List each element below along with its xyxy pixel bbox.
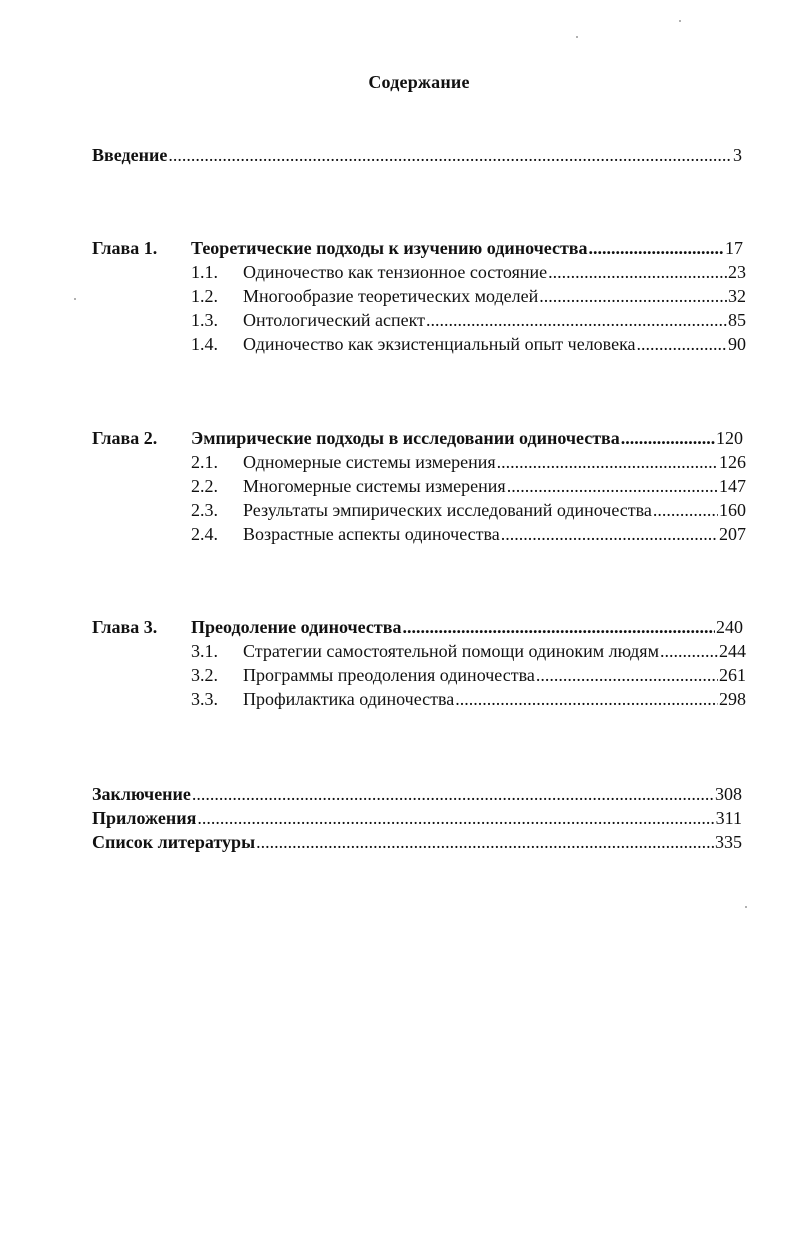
toc-entry-label: Заключение <box>92 784 191 804</box>
toc-entry-appendices[interactable] <box>92 806 742 830</box>
toc-entry-chapter-2[interactable] <box>191 426 743 450</box>
toc-entry-page: 160 <box>719 500 746 520</box>
toc-entry-page: 240 <box>716 617 743 637</box>
toc-entry-section[interactable] <box>243 450 746 474</box>
toc-entry-chapter-1[interactable] <box>191 236 743 260</box>
toc-entry-page: 32 <box>728 286 746 306</box>
dot-leader <box>197 806 714 830</box>
toc-entry-page: 298 <box>719 689 746 709</box>
toc-entry-page: 23 <box>728 262 746 282</box>
section-number: 2.2. <box>191 476 218 496</box>
scan-speck <box>576 36 578 38</box>
scan-speck <box>745 906 747 908</box>
page-title: Содержание <box>368 72 470 92</box>
toc-entry-section[interactable] <box>243 687 746 711</box>
section-number: 2.3. <box>191 500 218 520</box>
chapter-number: Глава 2. <box>92 428 158 448</box>
dot-leader <box>653 498 718 522</box>
toc-entry-conclusion[interactable] <box>92 782 742 806</box>
section-number: 2.1. <box>191 452 218 472</box>
section-number: 3.2. <box>191 665 218 685</box>
dot-leader <box>589 236 724 260</box>
chapter-title: Преодоление одиночества <box>191 617 402 637</box>
dot-leader <box>256 830 714 854</box>
section-title: Одиночество как тензионное состояние <box>243 262 548 282</box>
section-title: Стратегии самостоятельной помощи одиноким людям <box>243 641 659 661</box>
section-number: 3.3. <box>191 689 218 709</box>
section-title: Многомерные системы измерения <box>243 476 506 496</box>
chapter-number: Глава 1. <box>92 238 158 258</box>
section-title: Онтологический аспект <box>243 310 425 330</box>
toc-entry-page: 335 <box>715 832 742 852</box>
toc-entry-page: 261 <box>719 665 746 685</box>
toc-entry-section[interactable] <box>243 522 746 546</box>
toc-entry-section[interactable] <box>243 332 746 356</box>
chapter-number: Глава 3. <box>92 617 158 637</box>
dot-leader <box>548 260 727 284</box>
section-number: 1.2. <box>191 286 218 306</box>
section-number: 2.4. <box>191 524 218 544</box>
section-number: 1.3. <box>191 310 218 330</box>
dot-leader <box>539 284 727 308</box>
toc-entry-page: 90 <box>728 334 746 354</box>
chapter-title: Теоретические подходы к изучению одиночества <box>191 238 588 258</box>
dot-leader <box>637 332 727 356</box>
section-title: Результаты эмпирических исследований одиночества <box>243 500 652 520</box>
toc-entry-page: 85 <box>728 310 746 330</box>
toc-entry-section[interactable] <box>243 308 746 332</box>
toc-entry-section[interactable] <box>243 663 746 687</box>
toc-entry-label: Введение <box>92 145 168 165</box>
toc-entry-section[interactable] <box>243 260 746 284</box>
section-number: 1.1. <box>191 262 218 282</box>
section-number: 3.1. <box>191 641 218 661</box>
toc-entry-bibliography[interactable] <box>92 830 742 854</box>
section-title: Одиночество как экзистенциальный опыт человека <box>243 334 636 354</box>
toc-entry-section[interactable] <box>243 474 746 498</box>
dot-leader <box>192 782 714 806</box>
section-title: Многообразие теоретических моделей <box>243 286 539 306</box>
dot-leader <box>402 615 715 639</box>
toc-entry-page: 3 <box>733 145 742 165</box>
section-number: 1.4. <box>191 334 218 354</box>
dot-leader <box>497 450 718 474</box>
section-title: Возрастные аспекты одиночества <box>243 524 500 544</box>
dot-leader <box>660 639 718 663</box>
section-title: Одномерные системы измерения <box>243 452 496 472</box>
toc-entry-label: Список литературы <box>92 832 256 852</box>
section-title: Профилактика одиночества <box>243 689 455 709</box>
dot-leader <box>426 308 727 332</box>
toc-entry-page: 147 <box>719 476 746 496</box>
toc-entry-page: 207 <box>719 524 746 544</box>
chapter-title: Эмпирические подходы в исследовании одиночества <box>191 428 620 448</box>
dot-leader <box>507 474 718 498</box>
scan-speck <box>679 20 681 22</box>
toc-entry-page: 120 <box>716 428 743 448</box>
toc-entry-section[interactable] <box>243 284 746 308</box>
toc-entry-page: 308 <box>715 784 742 804</box>
toc-entry-page: 311 <box>715 808 742 828</box>
dot-leader <box>168 143 732 167</box>
dot-leader <box>455 687 718 711</box>
scan-speck <box>74 298 76 300</box>
toc-entry-label: Приложения <box>92 808 197 828</box>
toc-entry-page: 244 <box>719 641 746 661</box>
toc-entry-page: 17 <box>725 238 743 258</box>
toc-entry-section[interactable] <box>243 498 746 522</box>
dot-leader <box>536 663 718 687</box>
toc-entry-page: 126 <box>719 452 746 472</box>
toc-entry-chapter-3[interactable] <box>191 615 743 639</box>
section-title: Программы преодоления одиночества <box>243 665 535 685</box>
toc-entry-section[interactable] <box>243 639 746 663</box>
toc-entry-intro[interactable] <box>92 143 742 167</box>
dot-leader <box>621 426 715 450</box>
dot-leader <box>501 522 718 546</box>
